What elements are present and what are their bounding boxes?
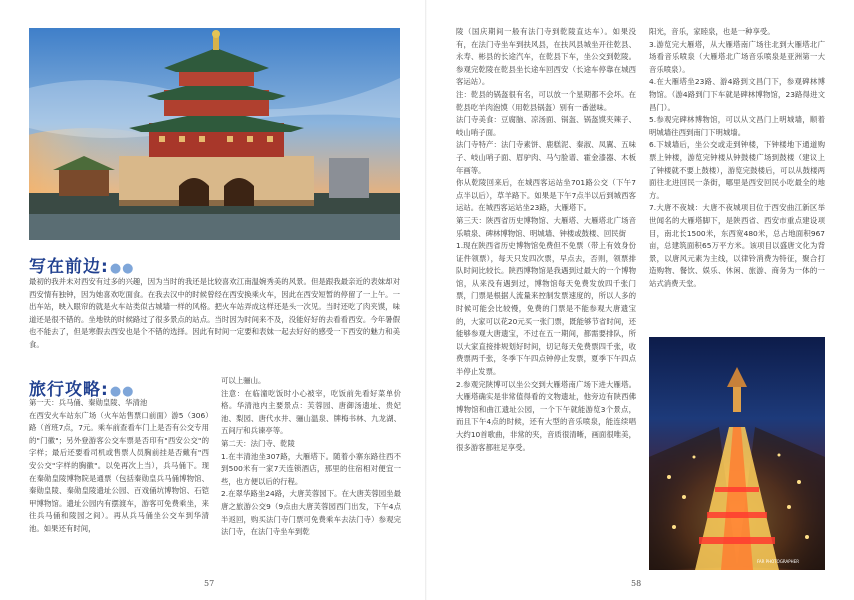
- right-day3-title: 第三天：陕西省历史博物馆、大雁塔、大雁塔北广场音乐喷泉、碑林博物馆、明城墙、钟楼或鼓楼、回民街: [456, 215, 636, 238]
- guide-column-1: [29, 397, 209, 536]
- title-decor-dots: ●●: [109, 261, 135, 276]
- title-decor-dots: ●●: [109, 384, 135, 399]
- right-col1-para-3: 法门寺美食：豆腐脑、凉汤面、锅盔、锅盔馍夹辣子、岐山哨子面。: [456, 115, 636, 137]
- right-col2-para-6: 7.大唐不夜城：大唐不夜城项目位于西安曲江新区举世闻名的大雁塔脚下，是陕西省、西安市重点建设项目，南北长1500米，东西宽480米，总占地面积967亩，总建筑面积65万平方米。该项目以盛唐文化为背景，以唐风元素为主线，以律铃消费为特征，聚合打造购物、餐饮、娱乐、休闲、旅游、商务为一体的一站式消费天堂。: [649, 203, 825, 288]
- intro-text: 最初的我并未对西安有过多的兴趣，因为当时的我还是比较喜欢江南温婉秀美的风景。但是跟我最亲近的表妹却对西安情有独钟，因为她喜欢吃面食。在我去汉中的时候曾经在西安换乘火车，因此在西安短暂的停留了一上午。一出车站，映入眼帘的就是火车站类似古城墙一样的风格。把火车站弄成这样还是头一次见。当时还吃了肉夹馍，味道还是很不错的。坐地铁的时候路过了很多景点的站点。当时因为时间来不及，没能好好的去看看西安。今年暑假也不能去了，但是寒假去西安也是个不错的选择。因此有时间一定要和表妹一起去好好的感受一下西安的魅力和美食。: [29, 277, 400, 349]
- right-page: [427, 0, 854, 600]
- guide-day1-title: 第一天：兵马俑、秦勋皇陵、华清池: [29, 398, 148, 407]
- guide-day2-title: 第二天：法门寺、乾陵: [221, 438, 295, 448]
- guide-col2-para-5: 2.在翠华路坐24路，大唐芙蓉园下。在大唐芙蓉园坐最唐之旅游公交9（9点由大唐芙蓉园西门出发，下午4点半返回，购买法门寺门票可免费乘车去法门寺）参观完法门寺，在法门寺坐车到乾: [221, 489, 401, 537]
- right-col1-para-8: 2.参观完陕博可以坐公交到大雁塔南广场下进大雁塔。大雁塔确实是非常值得看的文物遗址，他旁边有陕西佛博物馆和曲江遗址公园，一个下午就能游览3个景点，而且下午4点的时候，还有大型的音乐喷泉，能连续唱大约10首歌曲，非常的夹，音质很清晰，画面很唯美，很多游客都驻足享受。: [456, 379, 636, 452]
- intro-paragraph: [29, 276, 400, 352]
- night-city-photo: [649, 337, 825, 570]
- bell-tower-photo: [29, 28, 400, 240]
- right-column-2: [649, 26, 825, 290]
- right-col1-para-5: 你从乾陵回来后，在城西客运站坐701路公交（下午7点半以后），草羊路下。如果是下午7点半以后到城西客运站。在城西客运站坐23路，大雁塔下。: [456, 178, 636, 213]
- right-col1-para-1: 陵（国庆期间一般有法门寺到乾陵直达车）。如果没有，在法门寺坐车到扶风县，在扶风县城坐开往乾县、永寿、彬县的长途汽车，在乾县下车，坐公交到乾陵。参观完乾陵在乾县坐长途车回西安（长途车停靠在城西客运站）。: [456, 27, 636, 87]
- right-col2-para-5: 6.下城墙后，坐公交或走到钟楼，下钟楼地下通道购票上钟楼，游览完钟楼从钟鼓楼广场到鼓楼（建议上了钟楼就不要上鼓楼），游览完鼓楼后，可以从鼓楼两面往北进回民一条街，哪里是西安回民小吃最全的地方。: [649, 140, 825, 200]
- right-col2-para-1: 阳光，音乐，家睦泉，也是一种享受。: [649, 27, 775, 36]
- photo-caption: FAR PHOTOGRAPHER: [756, 559, 799, 564]
- page-number-left: 57: [204, 579, 215, 588]
- guide-day1-body: 在西安火车站东广场（火车站售票口前面）游5（306）路（首班7点，7元。乘车前查看车门上是否有公交专用的"门徽"；另外登游客公交车票是否印有"西安公交"的字样；最后还要看司机或售票人员胸前挂是否戴有"西安公交"字样的胸徽"。以免再次上当），兵马俑下。现在秦勋皇陵博物院是通票（包括秦勋皇兵马俑博物馆、秦勋皇陵、秦勋皇陵遗址公园、百戏俑坑博物馆、石铠甲博物馆。遗址公园内有摆渡车，游客可免费乘坐，来往兵马俑和陵园之间）。再从兵马俑坐公交车到华清池。如果还有时间，: [29, 410, 209, 533]
- section-title-intro: [29, 252, 135, 277]
- guide-col2-para-4: 1.在丰清池坐307路，大雁塔下。随着小寨东路往西不到500米有一家7天连锁酒店，那里的住宿相对便宜一些，也方便以后的行程。: [221, 451, 401, 486]
- section-title-intro-text: 写在前边:: [29, 257, 109, 277]
- guide-column-2: [221, 375, 401, 539]
- guide-col2-para-2: 注意：在临潼吃饭时小心被宰，吃饭前先看好菜单价格。华清池内主要景点：芙蓉园、唐御汤遗址、贵妃池、梨园、唐代水井、骊山温泉、牌梅书林、九龙湖、五间厅和兵谏亭等。: [221, 388, 401, 436]
- bell-tower-illustration: [29, 28, 400, 240]
- right-col2-para-2: 3.游览完大雁塔，从大雁塔南广场往北到大雁塔北广场看音乐喷泉（大雁塔北广场音乐喷泉是亚洲第一大音乐喷泉）。: [649, 39, 825, 74]
- right-col2-para-4: 5.参观完碑林博物馆，可以从文昌门上明城墙，顺着明城墙往西到南门下明城墙。: [649, 115, 825, 137]
- right-col1-para-2: 注：乾县的锅盔很有名，可以放一个星期都不会坏。在乾县吃羊肉泡馍（用乾县锅盔）别有一番滋味。: [456, 89, 636, 112]
- right-col1-para-4: 法门寺特产：法门寺素饼、鹿糕泥、秦淑、凤翼、五味子、岐山哨子面、眉驴肉、马勺脸谱、霍金漆器、木板年画等。: [456, 140, 636, 175]
- right-col2-para-3: 4.在大雁塔坐23路、游4路到文昌门下，参观碑林博物馆。（游4路到门下车就是碑林博物馆，23路得进文昌门）。: [649, 77, 825, 112]
- section-title-guide-text: 旅行攻略:: [29, 380, 109, 400]
- page-number-right: 58: [631, 579, 642, 588]
- guide-col2-para-1: 可以上骊山。: [221, 376, 266, 385]
- night-city-illustration: [649, 337, 825, 570]
- right-column-1: [456, 26, 636, 454]
- right-col1-para-7: 1.现在陕西省历史博物馆免费但不免票（带上有效身份证件领票），每天只发四次票，早点去，否则，领票排队时间比较长。陕西博物馆是我遇到过最大的一个博物馆，从来没有遇到过，博物馆每天免费发放四千张门票，门票是根据人流量来控制发票速度的，所以人多的时候可能会比较慢，免费的门票是不能参观大唐遗宝的，大家可以花20元买一张门票，既能够节省时间，还能够参观大唐遗宝，不过在五一期间，都需要排队，所以大家直接排规划好时间，切记每天免费票四千张，收费票两千张，冬季下午四点钟停止发票，夏季下午四点半停止发票。: [456, 241, 636, 377]
